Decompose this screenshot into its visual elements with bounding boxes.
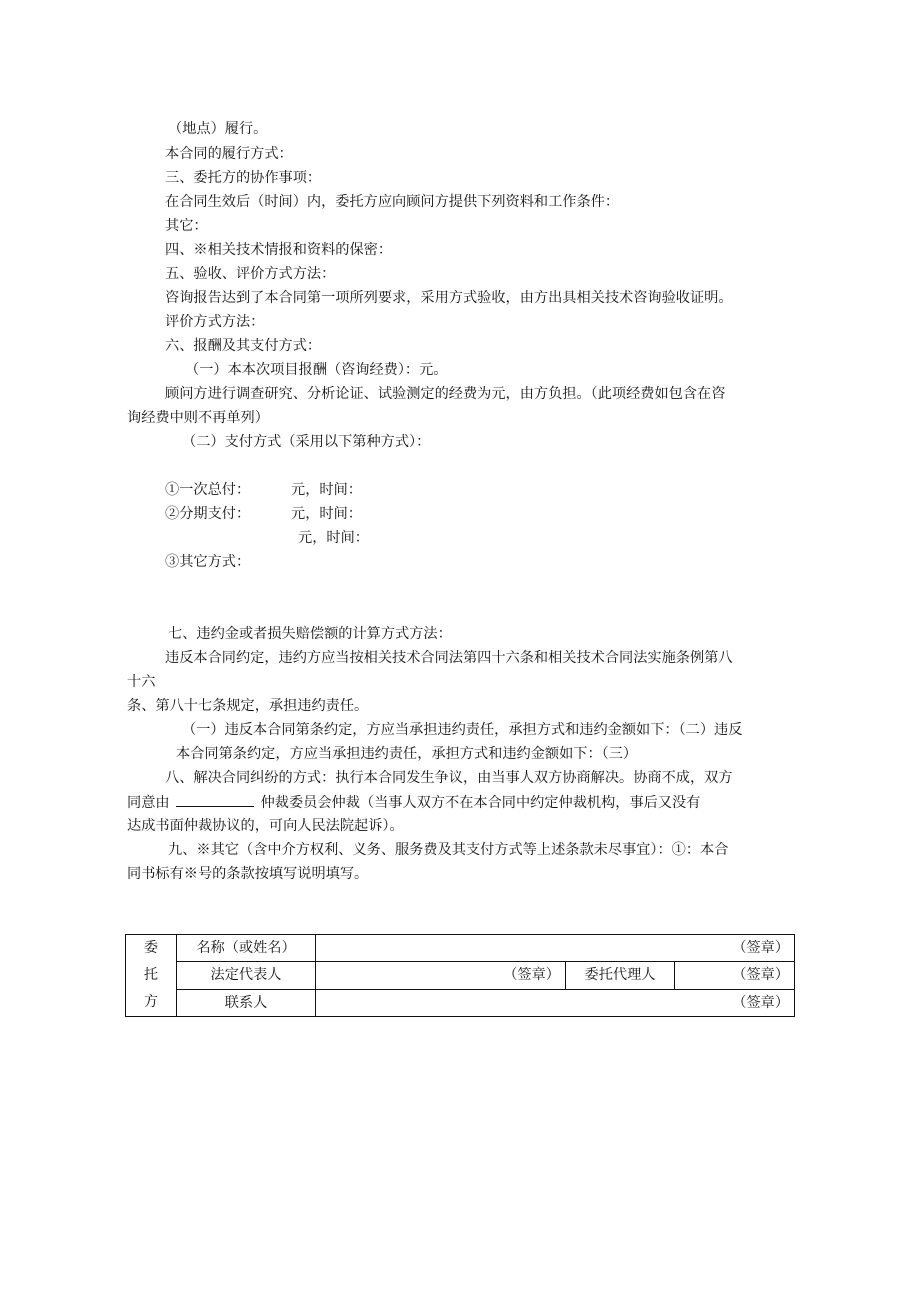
table-row [126,935,795,962]
text-line: （二）支付方式（采用以下第种方式）： [182,434,431,450]
section-heading: 九、※其它（含中介方权利、义务、服务费及其支付方式等上述条款未尽事宜）：①：本合 [168,842,729,858]
section-heading: 六、报酬及其支付方式： [165,338,322,354]
section-heading: 五、验收、评价方式方法： [165,266,336,282]
text-line: 询经费中则不再单列） [127,410,269,426]
section-heading: 三、委托方的协作事项： [165,170,322,186]
text-line: 违反本合同约定，违约方应当按相关技术合同法第四十六条和相关技术合同法实施条例第八 [165,650,733,666]
section-heading: 八、解决合同纠纷的方式：执行本合同发生争议，由当事人双方协商解决。协商不成，双方 [165,770,733,786]
text-line: 顾问方进行调查研究、分析论证、试验测定的经费为元，由方负担。（此项经费如包含在咨 [165,386,726,402]
agent-seal-cell[interactable]: （签章） [675,962,795,989]
party-label [126,935,177,1017]
payment-option: ③其它方式： [165,554,251,570]
text-line: 本合同的履行方式： [165,146,293,162]
text-line: （地点）履行。 [168,121,268,137]
text-line: （一）本本次项目报酬（咨询经费）：元。 [185,362,448,378]
payment-amount: 元，时间： [291,506,362,522]
text-fragment: 同意由 [127,795,170,811]
fill-blank [176,792,254,807]
legal-rep-label: 法定代表人 [177,962,316,989]
text-line: 本合同第条约定，方应当承担违约责任，承担方式和违约金额如下：（三） [176,746,638,762]
section-heading: 四、※相关技术情报和资料的保密： [165,242,393,258]
signature-table [125,934,795,1017]
payment-option: ①一次总付： [165,482,251,498]
text-line: 条、第八十七条规定，承担违约责任。 [127,698,369,714]
text-line: 在合同生效后（时间）内，委托方应向顾问方提供下列资料和工作条件： [165,194,620,210]
party-char: 委 [143,940,159,956]
name-label: 名称（或姓名） [177,935,316,962]
text-fragment: 仲裁委员会仲裁（当事人双方不在本合同中约定仲裁机构，事后又没有 [260,795,701,811]
legal-rep-seal-cell[interactable]: （签章） [316,962,566,989]
contact-label: 联系人 [177,989,316,1016]
text-line [127,792,700,813]
section-heading: 七、违约金或者损失赔偿额的计算方式方法： [168,626,452,642]
party-char: 托 [143,967,159,983]
name-seal-cell[interactable]: （签章） [316,935,795,962]
text-line: 同书标有※号的条款按填写说明填写。 [127,866,369,882]
table-row [126,962,795,989]
payment-amount: 元，时间： [291,482,362,498]
text-line: 其它： [165,218,208,234]
party-char: 方 [143,994,159,1010]
text-line: 十六 [127,674,156,690]
text-line: 评价方式方法： [165,314,265,330]
text-line: 咨询报告达到了本合同第一项所列要求，采用方式验收，由方出具相关技术咨询验收证明。 [165,290,733,306]
contact-seal-cell[interactable]: （签章） [316,989,795,1016]
payment-amount: 元，时间： [298,530,369,546]
table-row [126,989,795,1016]
text-line: 达成书面仲裁协议的，可向人民法院起诉）。 [127,818,404,834]
text-line: （一）违反本合同第条约定，方应当承担违约责任，承担方式和违约金额如下：（二）违反 [182,722,743,738]
payment-option: ②分期支付： [165,506,251,522]
agent-label: 委托代理人 [566,962,675,989]
